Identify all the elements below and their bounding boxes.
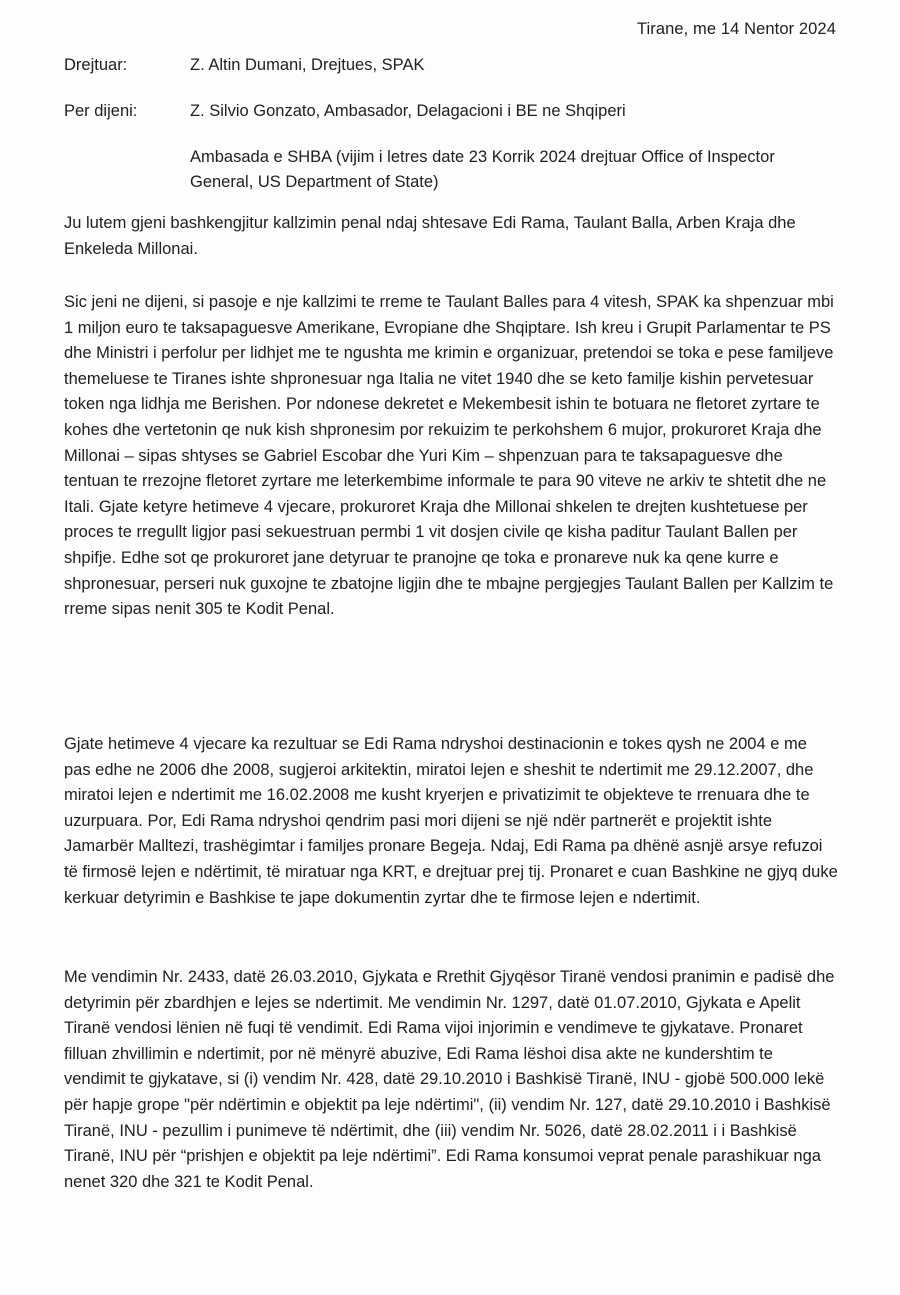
paragraph-background: Sic jeni ne dijeni, si pasoje e nje kallzimi te rreme te Taulant Balles para 4 vitesh, SPAK ka shpenzuar mbi 1 miljon euro te taksapaguesve Amerikane, Evropiane dhe Shqiptare. Ish kreu i Grupit Parlamentar te PS dhe Ministri i perfolur per lidhjet me te ngushta me krimin e organizuar, pretendoi se toka e pese familjeve themeluese te Tiranes ishte shpronesuar nga Italia ne vitet 1940 dhe se keto familje kishin pervetesuar token nga lidhja me Berishen. Por ndonese dekretet e Mekembesit ishin te botuara ne fletoret zyrtare te kohes dhe vertetonin qe nuk kish shpronesim por rekuizim te perkohshem 6 mujor, prokuroret Kraja dhe Millonai – sipas shtyses se Gabriel Escobar dhe Yuri Kim – shpenzuan para te taksapaguesve dhe tentuan te rrezojne fletoret zyrtare me leterkembime informale te para 90 viteve ne arkiv te shtetit dhe ne Itali. Gjate ketyre hetimeve 4 vjecare, prokuroret Kraja dhe Millonai shkelen te drejten kushtetuese per proces te rregullt ligjor pasi sekuestruan permbi 1 vit dosjen civile qe kisha paditur Taulant Ballen per shpifje. Edhe sot qe prokuroret jane detyruar te pranojne qe toka e pronareve nuk ka qene kurre e shpronesuar, perseri nuk guxojne te zbatojne ligjin dhe te mbajne pergjegjes Taulant Ballen per Kallzim te rreme sipas nenit 305 te Kodit Penal. [64, 293, 834, 619]
letter-date: Tirane, me 14 Nentor 2024 [636, 20, 836, 38]
cc-extra: Ambasada e SHBA (vijim i letres date 23 Korrik 2024 drejtuar Office of Inspector General, US Department of State) [190, 148, 775, 191]
paragraph-court-decisions: Me vendimin Nr. 2433, datë 26.03.2010, Gjykata e Rrethit Gjyqësor Tiranë vendosi pranimin e padisë dhe detyrimin për zbardhjen e lejes se ndertimit. Me vendimin Nr. 1297, datë 01.07.2010, Gjykata e Apelit Tiranë vendosi lënien në fuqi të vendimit. Edi Rama vijoi injorimin e vendimeve te gjykatave. Pronaret filluan zhvillimin e ndertimit, por në mënyrë abuzive, Edi Rama lëshoi disa akte ne kundershtim te vendimit te gjykatave, si (i) vendim Nr. 428, datë 29.10.2010 i Bashkisë Tiranë, INU - gjobë 500.000 lekë për hapje grope "për ndërtimin e objektit pa leje ndërtimi", (ii) vendim Nr. 127, datë 29.10.2010 i Bashkisë Tiranë, INU - pezullim i punimeve të ndërtimit, dhe (iii) vendim Nr. 5026, datë 28.02.2011 i i Bashkisë Tiranë, INU për “prishjen e objektit pa leje ndërtimi”. Edi Rama konsumoi veprat penale parashikuar nga nenet 320 dhe 321 te Kodit Penal. [64, 968, 835, 1191]
cc-value: Z. Silvio Gonzato, Ambasador, Delagacioni i BE ne Shqiperi [190, 102, 626, 120]
addressed-to-value: Z. Altin Dumani, Drejtues, SPAK [190, 56, 425, 74]
paragraph-intro: Ju lutem gjeni bashkengjitur kallzimin penal ndaj shtesave Edi Rama, Taulant Balla, Arben Kraja dhe Enkeleda Millonai. [64, 214, 796, 258]
paragraph-investigation: Gjate hetimeve 4 vjecare ka rezultuar se Edi Rama ndryshoi destinacionin e tokes qysh ne 2004 e me pas edhe ne 2006 dhe 2008, sugjeroi arkitektin, miratoi lejen e sheshit te ndertimit me 29.12.2007, dhe miratoi lejen e ndertimit me 16.02.2008 me kusht kryerjen e privatizimit te objekteve te rrenuara dhe te uzurpuara. Por, Edi Rama ndryshoi qendrim pasi mori dijeni se një ndër partnerët e projektit ishte Jamarbër Malltezi, trashëgimtar i familjes pronare Begeja. Ndaj, Edi Rama pa dhënë asnjë arsye refuzoi të firmosë lejen e ndërtimit, të miratuar nga KRT, e drejtuar prej tij. Pronaret e cuan Bashkine ne gjyq duke kerkuar detyrimin e Bashkise te jape dokumentin zyrtar dhe te firmose lejen e ndertimit. [64, 735, 838, 907]
addressed-to-label: Drejtuar: [64, 56, 128, 74]
cc-label: Per dijeni: [64, 102, 138, 120]
